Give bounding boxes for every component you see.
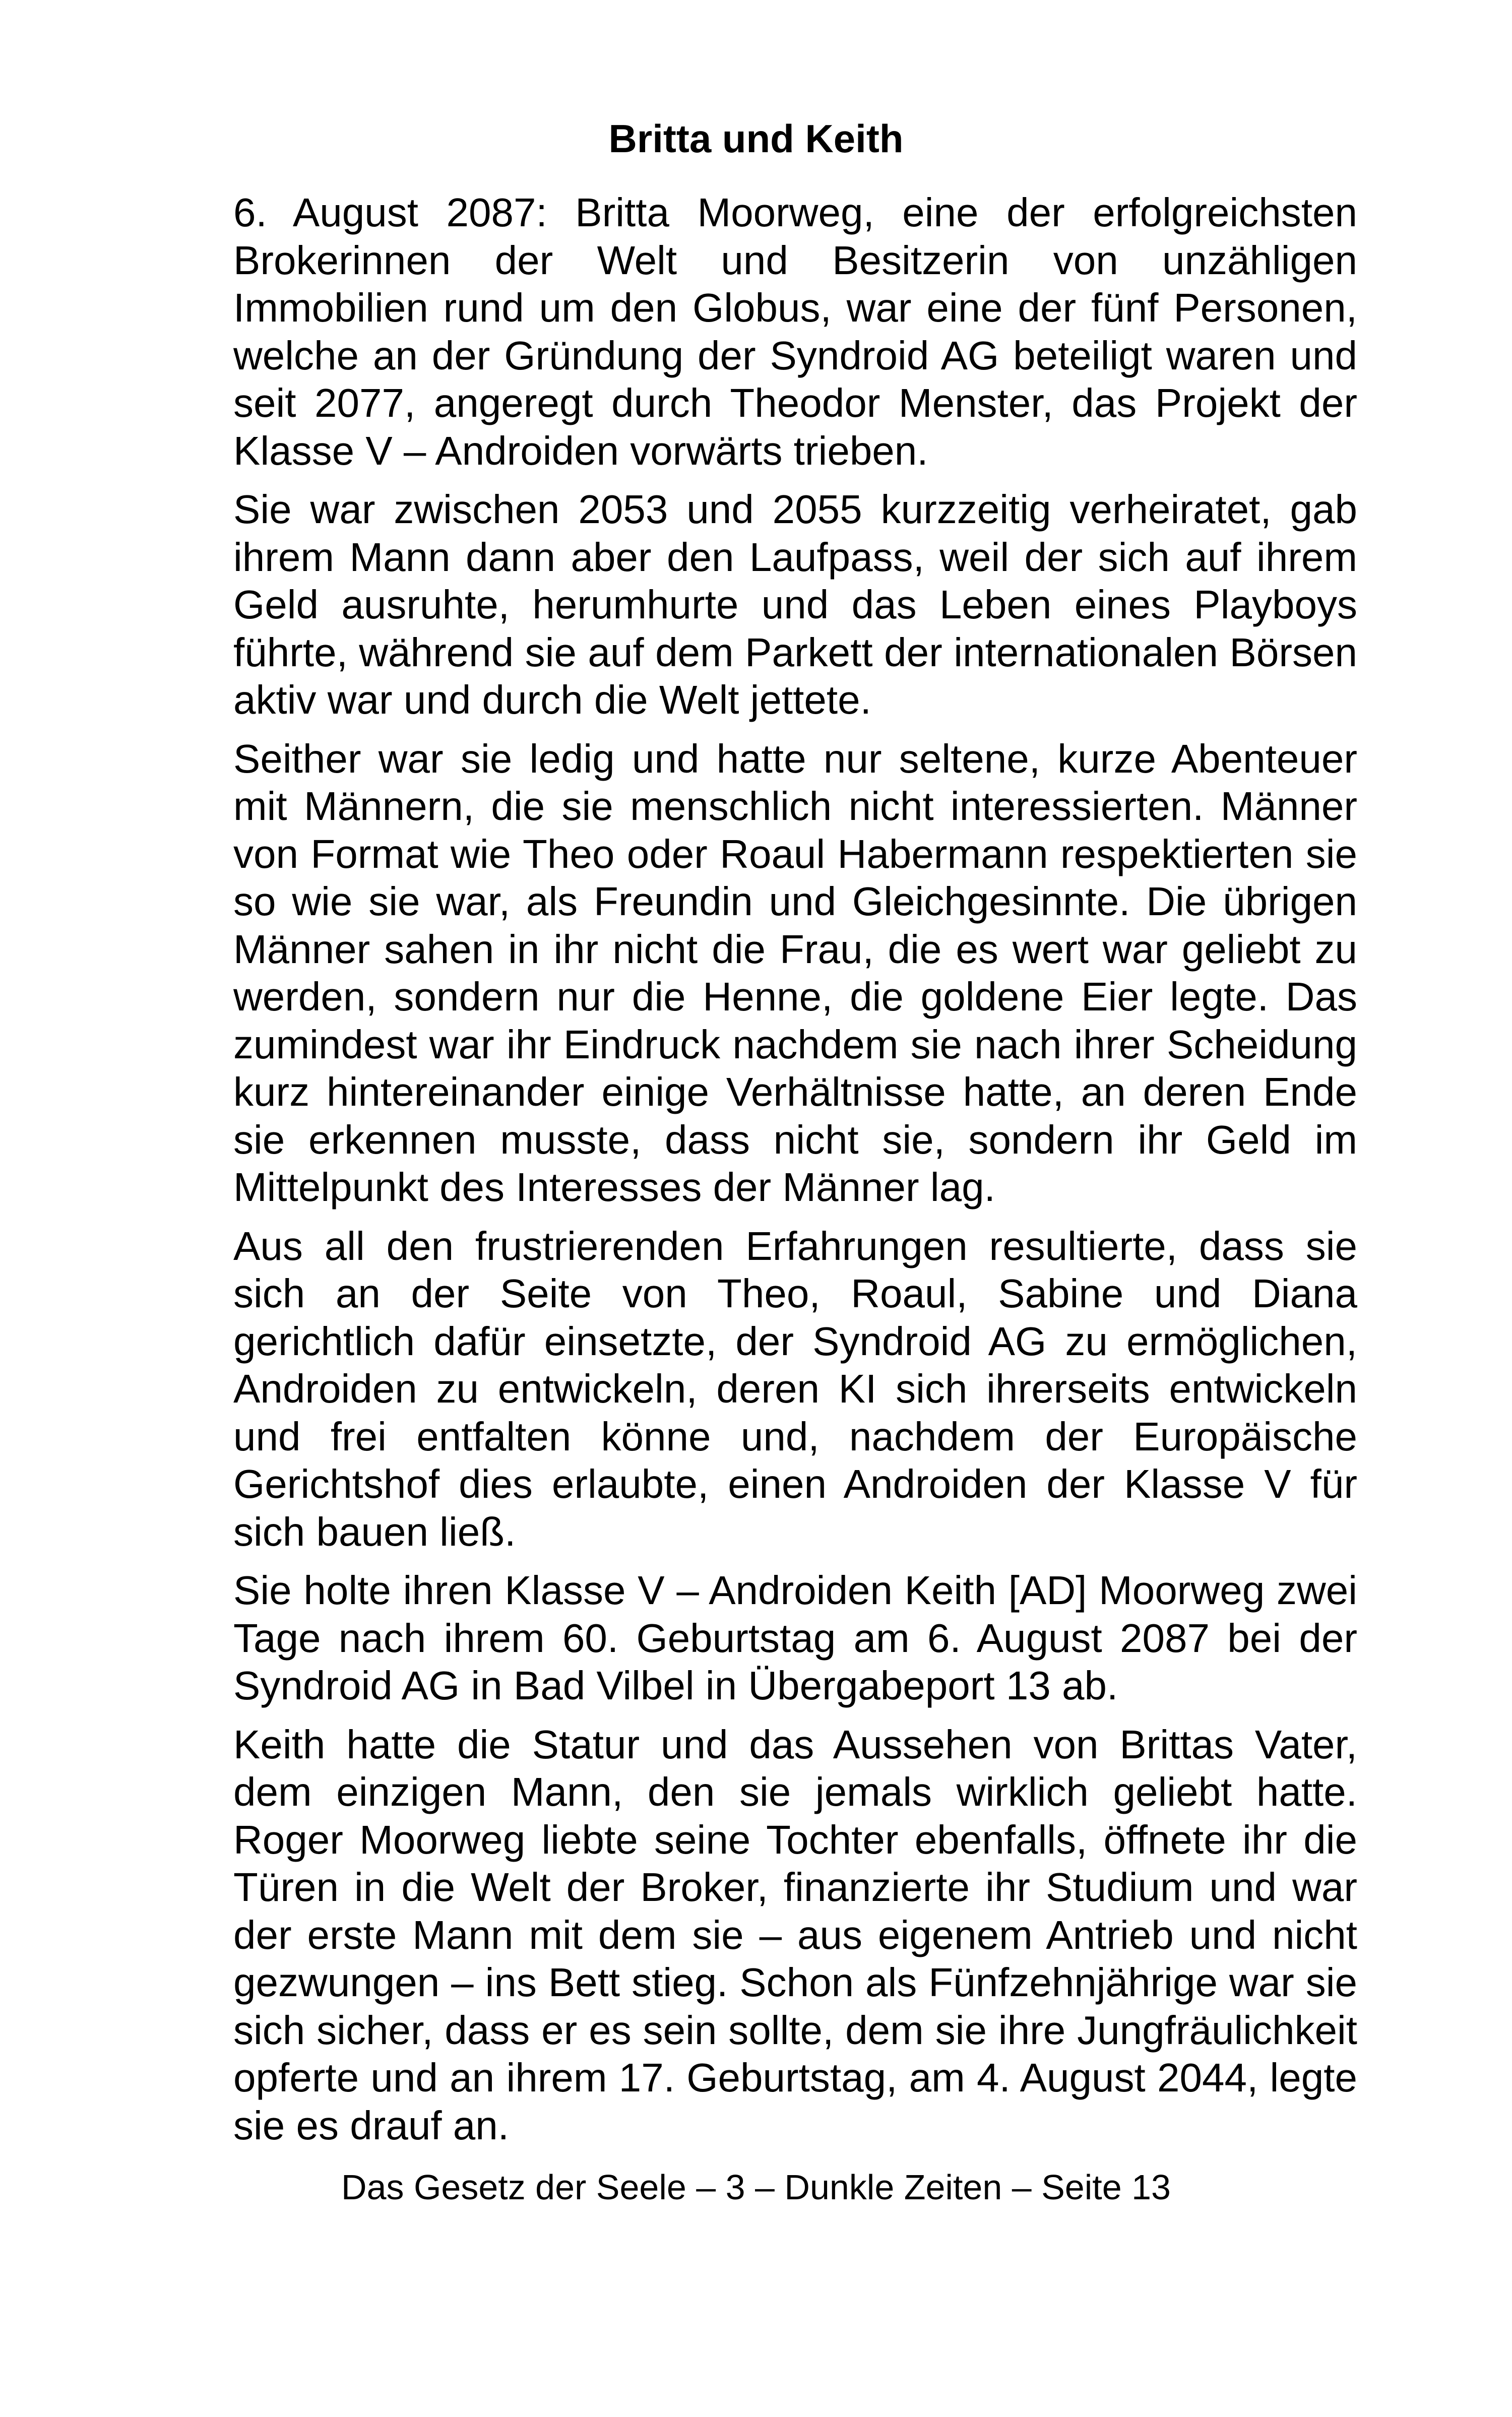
page-footer: Das Gesetz der Seele – 3 – Dunkle Zeiten – Seite 13 bbox=[341, 2168, 1171, 2207]
paragraph-6: Keith hatte die Statur und das Aussehen von Brittas Vater, dem einzigen Mann, den sie jemals wirklich geliebt hatte. Roger Moorweg liebte seine Tochter ebenfalls, öffnete ihr die Türen in die Welt der Broker, finanzierte ihr Studium und war der erste Mann mit dem sie – aus eigenem Antrieb und nicht gezwungen – ins Bett stieg. Schon als Fünfzehnjährige war sie sich sicher, dass er es sein sollte, dem sie ihre Jungfräulichkeit opferte und an ihrem 17. Geburtstag, am 4. August 2044, legte sie es drauf an. bbox=[233, 1722, 1357, 2148]
chapter-body bbox=[233, 189, 1357, 2160]
paragraph-3: Seither war sie ledig und hatte nur seltene, kurze Abenteuer mit Männern, die sie menschlich nicht interessierten. Männer von Format wie Theo oder Roaul Habermann respektierten sie so wie sie war, als Freundin und Gleichgesinnte. Die übrigen Männer sahen in ihr nicht die Frau, die es wert war geliebt zu werden, sondern nur die Henne, die goldene Eier legte. Das zumindest war ihr Eindruck nachdem sie nach ihrer Scheidung kurz hintereinander einige Verhältnisse hatte, an deren Ende sie erkennen musste, dass nicht sie, sondern ihr Geld im Mittelpunkt des Interesses der Männer lag. bbox=[233, 736, 1357, 1210]
paragraph-4: Aus all den frustrierenden Erfahrungen resultierte, dass sie sich an der Seite von Theo, Roaul, Sabine und Diana gerichtlich dafür einsetzte, der Syndroid AG zu ermöglichen, Androiden zu entwickeln, deren KI sich ihrerseits entwickeln und frei entfalten könne und, nachdem der Europäische Gerichtshof dies erlaubte, einen Androiden der Klasse V für sich bauen ließ. bbox=[233, 1223, 1357, 1554]
chapter-title: Britta und Keith bbox=[608, 116, 904, 161]
paragraph-5: Sie holte ihren Klasse V – Androiden Keith [AD] Moorweg zwei Tage nach ihrem 60. Geburtstag am 6. August 2087 bei der Syndroid AG in Bad Vilbel in Übergabeport 13 ab. bbox=[233, 1568, 1357, 1708]
paragraph-1: 6. August 2087: Britta Moorweg, eine der erfolgreichsten Brokerinnen der Welt und Besitzerin von unzähligen Immobilien rund um den Globus, war eine der fünf Personen, welche an der Gründung der Syndroid AG beteiligt waren und seit 2077, angeregt durch Theodor Menster, das Projekt der Klasse V – Androiden vorwärts trieben. bbox=[233, 190, 1357, 473]
paragraph-2: Sie war zwischen 2053 und 2055 kurzzeitig verheiratet, gab ihrem Mann dann aber den Laufpass, weil der sich auf ihrem Geld ausruhte, herumhurte und das Leben eines Playboys führte, während sie auf dem Parkett der internationalen Börsen aktiv war und durch die Welt jettete. bbox=[233, 487, 1357, 722]
